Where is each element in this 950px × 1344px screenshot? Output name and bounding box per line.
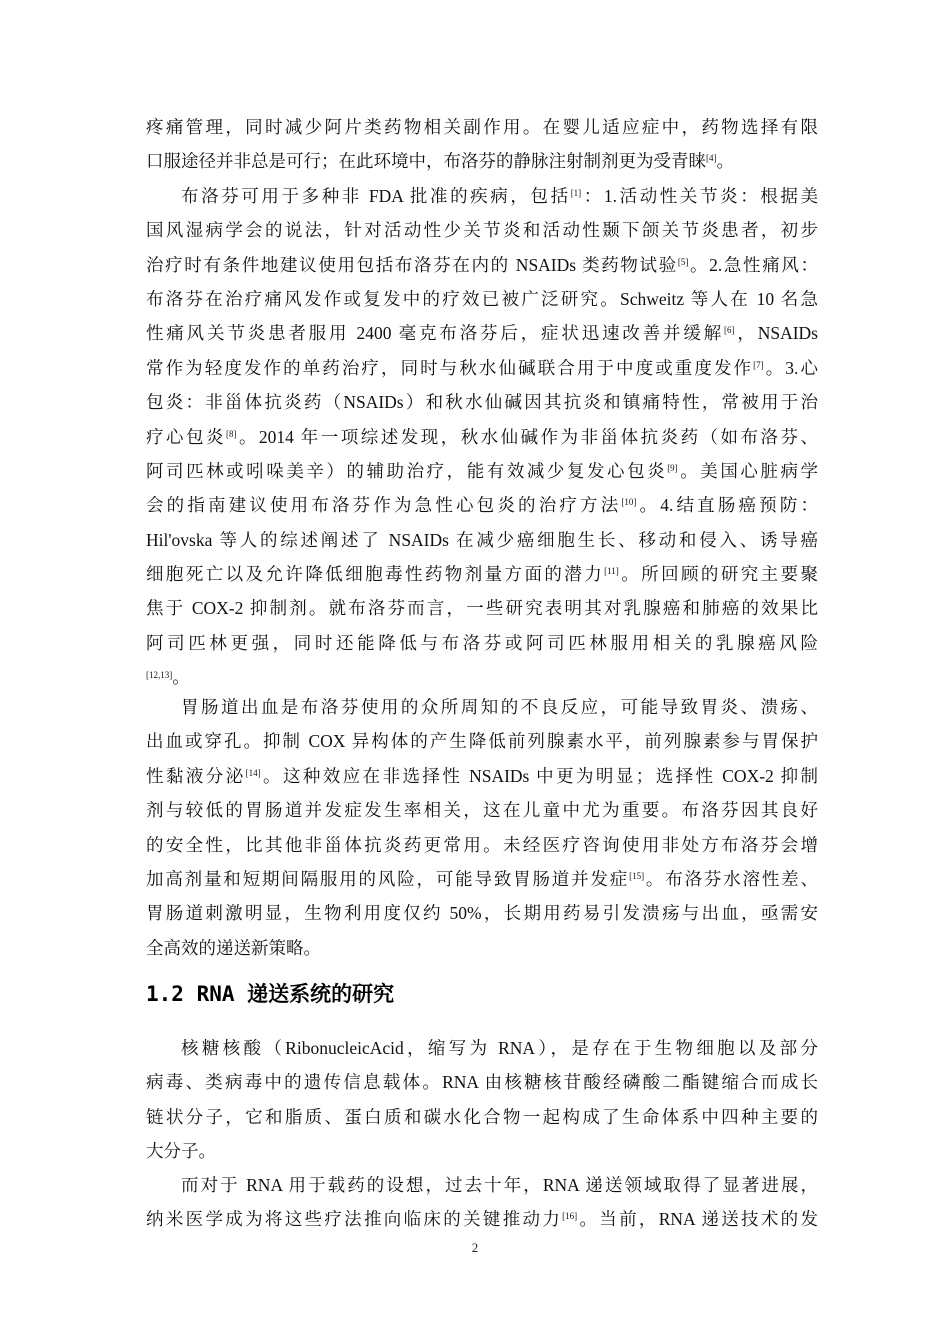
text-line: 疼痛管理，同时减少阿片类药物相关副作用。在婴儿适应症中，药物选择有限 (146, 117, 818, 137)
text-line: 常作为轻度发作的单药治疗，同时与秋水仙碱联合用于中度或重度发作[7]。3.心 (146, 357, 819, 378)
citation: [14] (245, 767, 261, 778)
paragraph-block-4 (146, 1168, 818, 1237)
paragraph-block-3 (146, 1031, 818, 1169)
text-line: 加高剂量和短期间隔服用的风险，可能导致胃肠道并发症[15]。布洛芬水溶性差、 (146, 868, 819, 889)
citation: [10] (621, 497, 637, 508)
text-line: 纳米医学成为将这些疗法推向临床的关键推动力[16]。当前，RNA 递送技术的发 (146, 1209, 818, 1230)
text-line: 阿司匹林或吲哚美辛）的辅助治疗，能有效减少复发心包炎[9]。美国心脏病学 (146, 460, 819, 481)
text-line: 包炎：非甾体抗炎药（NSAIDs）和秋水仙碱因其抗炎和镇痛特性，常被用于治 (146, 392, 818, 413)
text-line: 焦于 COX-2 抑制剂。就布洛芬而言，一些研究表明其对乳腺癌和肺癌的效果比 (146, 598, 818, 619)
text-line: 剂与较低的胃肠道并发症发生率相关，这在儿童中尤为重要。布洛芬因其良好 (146, 800, 818, 821)
citation: [12,13] (146, 670, 173, 681)
text-line: 治疗时有条件地建议使用包括布洛芬在内的 NSAIDs 类药物试验[5]。2.急性痛风： (146, 254, 818, 275)
text-line: 胃肠道刺激明显，生物利用度仅约 50%，长期用药易引发溃疡与出血，亟需安 (146, 903, 818, 924)
text-line: 的安全性，比其他非甾体抗炎药更常用。未经医疗咨询使用非处方布洛芬会增 (146, 834, 818, 855)
citation: [8] (225, 428, 237, 439)
page-number: 2 (471, 1240, 479, 1255)
section-heading: 1.2 RNA 递送系统的研究 (146, 982, 395, 1006)
text-line: 布洛芬在治疗痛风发作或复发中的疗效已被广泛研究。Schweitz 等人在 10 名急 (146, 288, 818, 309)
text-line: 核糖核酸（RibonucleicAcid，缩写为 RNA），是存在于生物细胞以及部分 (181, 1038, 818, 1058)
text-line: 而对于 RNA 用于载药的设想，过去十年，RNA 递送领域取得了显著进展， (181, 1175, 818, 1195)
text-line: 口服途径并非总是可行；在此环境中，布洛芬的静脉注射制剂更为受青睐[4]。 (146, 151, 734, 172)
citation: [1] (570, 187, 582, 198)
citation: [4] (706, 153, 717, 164)
citation: [15] (629, 870, 645, 881)
text-line: 性黏液分泌[14]。这种效应在非选择性 NSAIDs 中更为明显；选择性 COX-2 抑制 (146, 765, 819, 786)
paragraph-block-1 (146, 110, 818, 690)
text-line: 会的指南建议使用布洛芬作为急性心包炎的治疗方法[10]。4.结直肠癌预防： (146, 495, 819, 516)
citation: [5] (677, 256, 689, 267)
text-line: 出血或穿孔。抑制 COX 异构体的产生降低前列腺素水平，前列腺素参与胃保护 (146, 731, 818, 752)
citation: [6] (724, 325, 735, 336)
text-line: Hil'ovska 等人的综述阐述了 NSAIDs 在减少癌细胞生长、移动和侵入、诱导癌 (146, 529, 818, 550)
text-line: 病毒、类病毒中的遗传信息载体。RNA 由核糖核苷酸经磷酸二酯键缩合而成长 (146, 1072, 818, 1093)
citation: [9] (667, 462, 678, 473)
citation: [7] (753, 359, 764, 370)
text-line: [12,13]。 (146, 667, 190, 688)
citation: [16] (562, 1211, 578, 1222)
paragraph-block-2 (146, 690, 818, 965)
text-line: 大分子。 (146, 1141, 216, 1162)
text-line: 布洛芬可用于多种非 FDA 批准的疾病，包括[1]：1.活动性关节炎：根据美 (181, 185, 819, 206)
text-line: 阿司匹林更强，同时还能降低与布洛芬或阿司匹林服用相关的乳腺癌风险 (146, 632, 818, 653)
citation: [11] (604, 566, 619, 577)
text-line: 胃肠道出血是布洛芬使用的众所周知的不良反应，可能导致胃炎、溃疡、 (181, 697, 818, 717)
text-line: 全高效的递送新策略。 (146, 937, 321, 958)
text-line: 性痛风关节炎患者服用 2400 毫克布洛芬后，症状迅速改善并缓解[6]，NSAIDs (146, 323, 818, 344)
text-line: 国风湿病学会的说法，针对活动性少关节炎和活动性颞下颌关节炎患者，初步 (146, 220, 818, 241)
text-line: 疗心包炎[8]。2014 年一项综述发现，秋水仙碱作为非甾体抗炎药（如布洛芬、 (146, 426, 818, 447)
text-line: 细胞死亡以及允许降低细胞毒性药物剂量方面的潜力[11]。所回顾的研究主要聚 (146, 564, 819, 585)
text-line: 链状分子，它和脂质、蛋白质和碳水化合物一起构成了生命体系中四种主要的 (146, 1106, 818, 1127)
